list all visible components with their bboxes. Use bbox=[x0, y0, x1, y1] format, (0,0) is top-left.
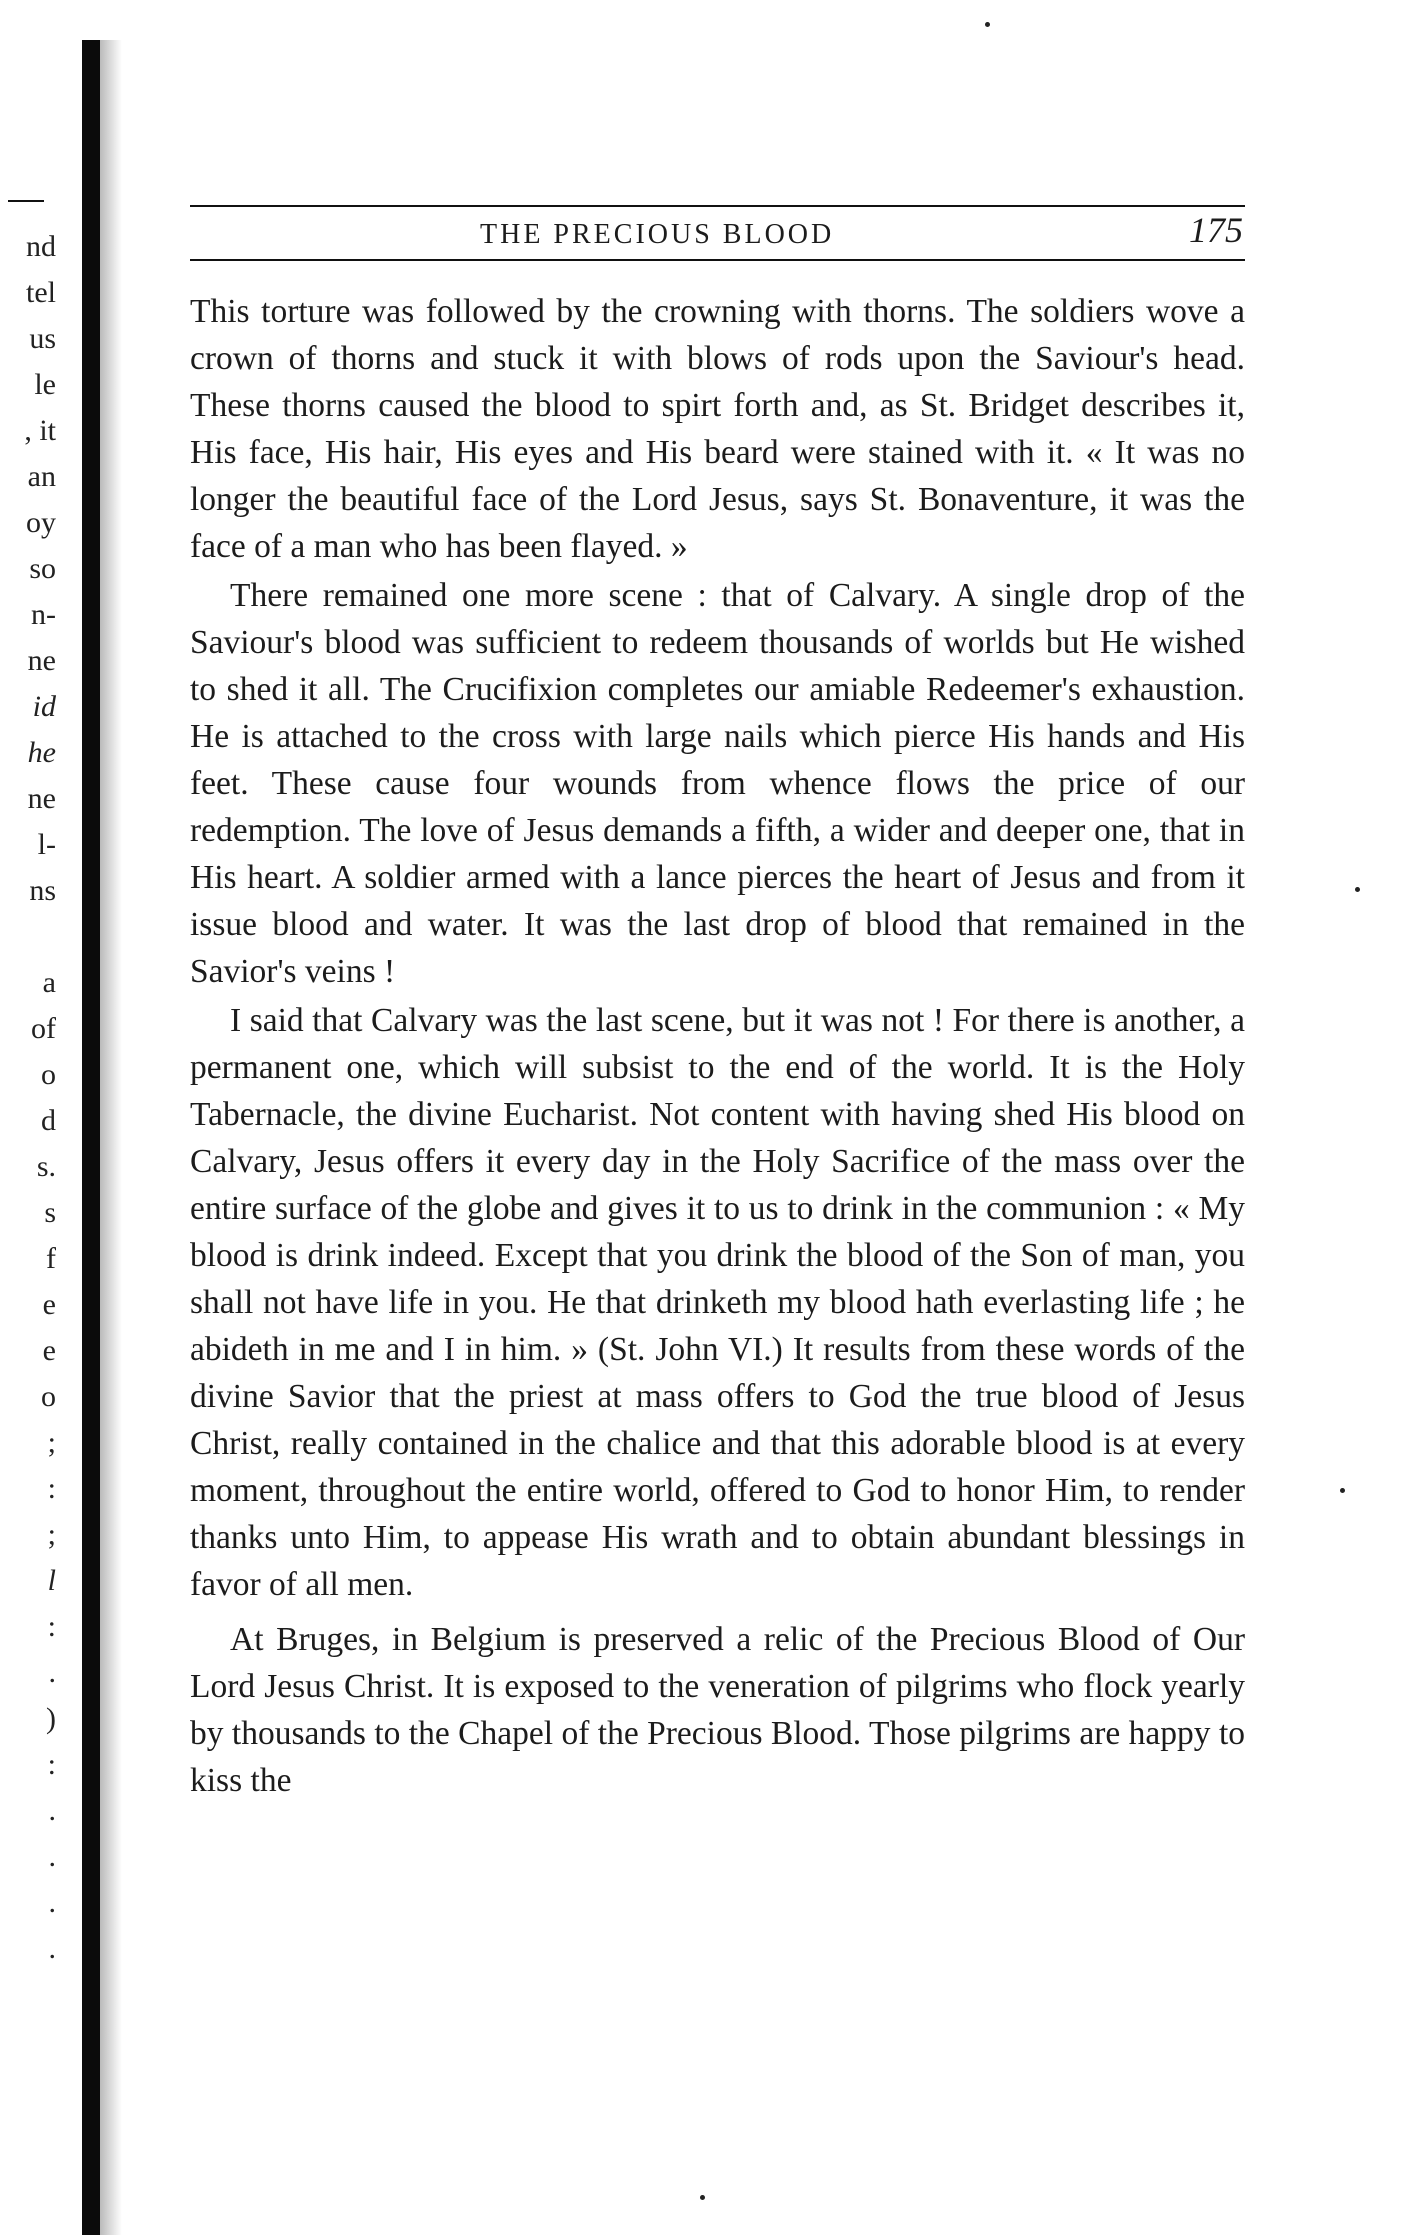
fragment: an bbox=[27, 460, 56, 493]
fragment: . bbox=[48, 1932, 56, 1965]
page-number: 175 bbox=[1189, 210, 1243, 250]
fragment: n- bbox=[31, 598, 56, 631]
fragment: a bbox=[42, 966, 56, 999]
fragment: ne bbox=[27, 782, 56, 815]
fragment: e bbox=[42, 1288, 56, 1321]
page-header bbox=[190, 205, 1245, 261]
fragment: e bbox=[42, 1334, 56, 1367]
facing-page-fragments bbox=[0, 182, 60, 1972]
fragment: ) bbox=[46, 1702, 56, 1735]
fragment: tel bbox=[26, 276, 56, 309]
fragment: us bbox=[29, 322, 56, 355]
scan-speck bbox=[985, 22, 990, 27]
fragment: ne bbox=[27, 644, 56, 677]
fragment: ; bbox=[47, 1426, 56, 1459]
fragment: : bbox=[47, 1610, 56, 1643]
fragment: ns bbox=[29, 874, 56, 907]
fragment: : bbox=[47, 1472, 56, 1505]
paragraph: This torture was followed by the crowning with thorns. The soldiers wove a crown of thorns and stuck it with blows of rods upon the Saviour's head. These thorns caused the blood to spirt forth and, as St. Bridget describes it, His face, His hair, His eyes and His beard were stained with it. « It was no longer the beautiful face of the Lord Jesus, says St. Bonaventure, it was the face of a man who has been flayed. » bbox=[190, 293, 1245, 565]
running-head: THE PRECIOUS BLOOD bbox=[480, 219, 835, 250]
fragment: . bbox=[48, 1794, 56, 1827]
paragraph: At Bruges, in Belgium is preserved a relic of the Precious Blood of Our Lord Jesus Christ. It is exposed to the veneration of pilgrims who flock yearly by thousands to the Chapel of the Precious Blood. Those pilgrims are happy to kiss the bbox=[190, 1621, 1245, 1799]
fragment: f bbox=[46, 1242, 56, 1275]
fragment: . bbox=[48, 1656, 56, 1689]
fragment: l- bbox=[37, 828, 56, 861]
fragment bbox=[0, 914, 60, 960]
fragment: d bbox=[41, 1104, 56, 1137]
body-text bbox=[190, 288, 1245, 1806]
book-spine-shadow bbox=[82, 40, 100, 2235]
fragment: s. bbox=[36, 1150, 56, 1183]
paragraph: There remained one more scene : that of Calvary. A single drop of the Saviour's blood was sufficient to redeem thousands of worlds but He wished to shed it all. The Crucifixion completes our amiable Redeemer's exhaustion. He is attached to the cross with large nails which pierce His hands and His feet. These cause four wounds from whence flows the price of our redemption. The love of Jesus demands a fifth, a wider and deeper one, that in His heart. A soldier armed with a lance pierces the heart of Jesus and from it issue blood and water. It was the last drop of blood that remained in the Savior's veins ! bbox=[190, 577, 1245, 990]
fragment: of bbox=[31, 1012, 56, 1045]
paragraph: I said that Calvary was the last scene, but it was not ! For there is another, a permanent one, which will subsist to the end of the world. It is the Holy Tabernacle, the divine Eucharist. Not content with having shed His blood on Calvary, Jesus offers it every day in the Holy Sacrifice of the mass over the entire surface of the globe and gives it to us to drink in the communion : « My blood is drink indeed. Except that you drink the blood of the Son of man, you shall not have life in you. He that drinketh my blood hath everlasting life ; he abideth in me and I in him. » (St. John VI.) It results from these words of the divine Savior that the priest at mass offers to God the true blood of Jesus Christ, really contained in the chalice and that this adorable blood is at every moment, throughout the entire world, offered to God to honor Him, to render thanks unto Him, to appease His wrath and to obtain abundant blessings in favor of all men. bbox=[190, 1002, 1245, 1603]
fragment: le bbox=[34, 368, 56, 401]
fragment: oy bbox=[26, 506, 56, 539]
scan-speck bbox=[700, 2195, 705, 2200]
gutter-shading bbox=[100, 40, 122, 2235]
fragment: nd bbox=[26, 230, 56, 263]
fragment: so bbox=[29, 552, 56, 585]
fragment: id bbox=[32, 690, 56, 723]
fragment: . bbox=[48, 1886, 56, 1919]
fragment: . bbox=[48, 1840, 56, 1873]
fragment: o bbox=[41, 1380, 56, 1413]
fragment: l bbox=[47, 1564, 56, 1597]
fragment: ; bbox=[47, 1518, 56, 1551]
fragment: , it bbox=[24, 414, 56, 447]
fragment: s bbox=[44, 1196, 56, 1229]
scan-speck bbox=[1355, 887, 1360, 892]
fragment: he bbox=[27, 736, 56, 769]
scan-speck bbox=[1340, 1488, 1345, 1493]
fragment: : bbox=[47, 1748, 56, 1781]
facing-page-rule bbox=[8, 200, 44, 202]
fragment: o bbox=[41, 1058, 56, 1091]
